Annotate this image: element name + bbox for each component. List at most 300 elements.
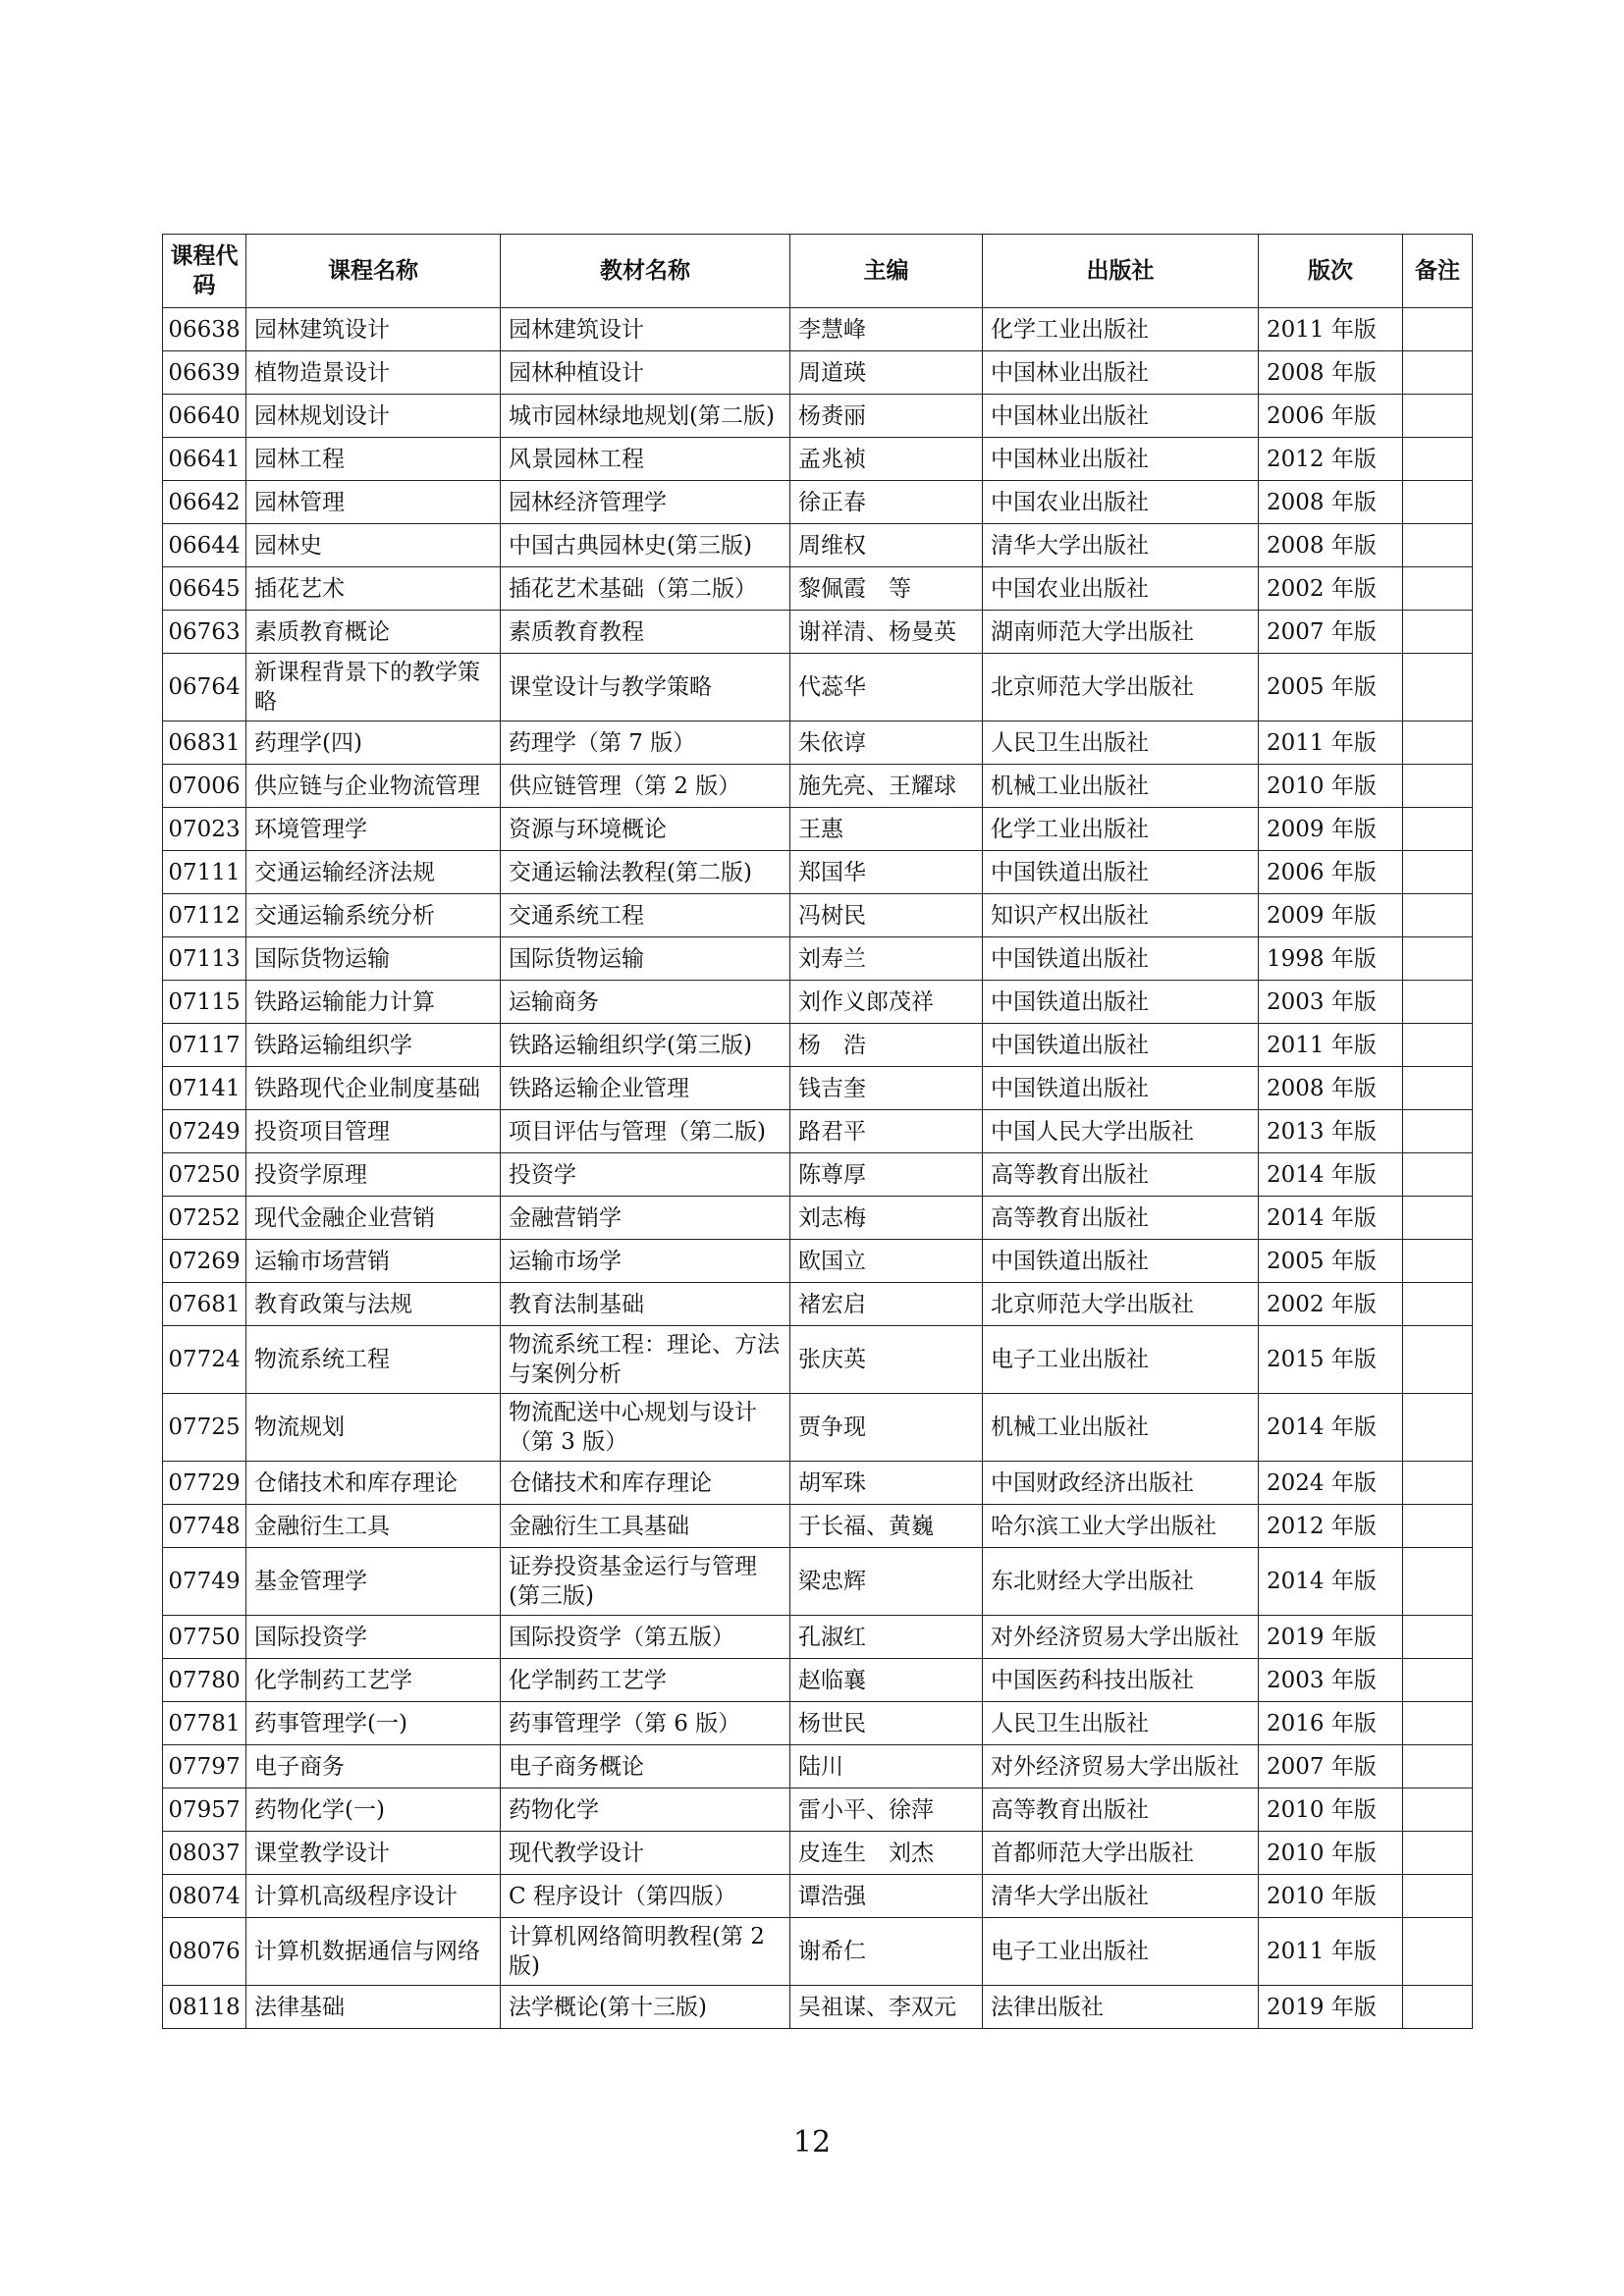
cell-editor: 徐正春: [790, 481, 983, 524]
cell-edition: 2011 年版: [1259, 308, 1403, 351]
cell-editor: 张庆英: [790, 1326, 983, 1394]
cell-edition: 2005 年版: [1259, 654, 1403, 721]
cell-edition: 2019 年版: [1259, 1986, 1403, 2029]
table-row: [163, 611, 1473, 654]
cell-publisher: 中国林业出版社: [983, 395, 1259, 438]
cell-textbook-name: 园林建筑设计: [501, 308, 790, 351]
cell-textbook-name: 国际投资学（第五版）: [501, 1616, 790, 1659]
cell-course-name: 现代金融企业营销: [246, 1197, 501, 1240]
table-row: [163, 1197, 1473, 1240]
table-row: [163, 351, 1473, 395]
cell-publisher: 化学工业出版社: [983, 808, 1259, 851]
cell-editor: 孟兆祯: [790, 438, 983, 481]
cell-editor: 杨 浩: [790, 1024, 983, 1067]
cell-textbook-name: 证券投资基金运行与管理(第三版): [501, 1548, 790, 1616]
cell-course-name: 金融衍生工具: [246, 1505, 501, 1548]
cell-course-name: 园林建筑设计: [246, 308, 501, 351]
cell-course-code: 07749: [163, 1548, 246, 1616]
cell-textbook-name: 运输商务: [501, 981, 790, 1024]
cell-publisher: 对外经济贸易大学出版社: [983, 1745, 1259, 1789]
cell-textbook-name: 园林种植设计: [501, 351, 790, 395]
cell-remarks: [1403, 1067, 1473, 1110]
cell-course-name: 物流规划: [246, 1394, 501, 1462]
cell-editor: 钱吉奎: [790, 1067, 983, 1110]
cell-textbook-name: 运输市场学: [501, 1240, 790, 1283]
table-row: [163, 1789, 1473, 1832]
cell-textbook-name: 电子商务概论: [501, 1745, 790, 1789]
cell-edition: 2008 年版: [1259, 524, 1403, 567]
cell-publisher: 机械工业出版社: [983, 1394, 1259, 1462]
cell-editor: 孔淑红: [790, 1616, 983, 1659]
cell-publisher: 湖南师范大学出版社: [983, 611, 1259, 654]
table-row: [163, 1875, 1473, 1918]
table-row: [163, 765, 1473, 808]
cell-publisher: 中国林业出版社: [983, 438, 1259, 481]
cell-remarks: [1403, 351, 1473, 395]
cell-edition: 2011 年版: [1259, 1024, 1403, 1067]
cell-editor: 杨赉丽: [790, 395, 983, 438]
cell-course-name: 教育政策与法规: [246, 1283, 501, 1326]
cell-course-name: 供应链与企业物流管理: [246, 765, 501, 808]
cell-textbook-name: 物流系统工程：理论、方法与案例分析: [501, 1326, 790, 1394]
cell-textbook-name: 化学制药工艺学: [501, 1659, 790, 1702]
cell-remarks: [1403, 1875, 1473, 1918]
cell-course-name: 电子商务: [246, 1745, 501, 1789]
cell-course-code: 07729: [163, 1462, 246, 1505]
cell-textbook-name: 插花艺术基础（第二版）: [501, 567, 790, 611]
cell-textbook-name: 现代教学设计: [501, 1832, 790, 1875]
cell-course-code: 07252: [163, 1197, 246, 1240]
cell-remarks: [1403, 1394, 1473, 1462]
cell-remarks: [1403, 308, 1473, 351]
cell-edition: 2006 年版: [1259, 851, 1403, 894]
cell-edition: 2014 年版: [1259, 1153, 1403, 1197]
cell-textbook-name: 法学概论(第十三版): [501, 1986, 790, 2029]
table-row: [163, 567, 1473, 611]
textbook-table: [162, 234, 1473, 2029]
cell-textbook-name: 资源与环境概论: [501, 808, 790, 851]
table-row: [163, 851, 1473, 894]
cell-textbook-name: 计算机网络简明教程(第 2 版): [501, 1918, 790, 1986]
cell-course-code: 06644: [163, 524, 246, 567]
cell-editor: 周道瑛: [790, 351, 983, 395]
cell-publisher: 高等教育出版社: [983, 1789, 1259, 1832]
cell-editor: 谢希仁: [790, 1918, 983, 1986]
cell-remarks: [1403, 851, 1473, 894]
cell-remarks: [1403, 438, 1473, 481]
cell-edition: 2012 年版: [1259, 1505, 1403, 1548]
table-row: [163, 481, 1473, 524]
cell-editor: 吴祖谋、李双元: [790, 1986, 983, 2029]
cell-course-code: 06645: [163, 567, 246, 611]
cell-remarks: [1403, 481, 1473, 524]
cell-remarks: [1403, 654, 1473, 721]
table-body: [163, 308, 1473, 2029]
cell-remarks: [1403, 1197, 1473, 1240]
cell-publisher: 对外经济贸易大学出版社: [983, 1616, 1259, 1659]
cell-remarks: [1403, 981, 1473, 1024]
table-row: [163, 1986, 1473, 2029]
cell-publisher: 清华大学出版社: [983, 1875, 1259, 1918]
cell-course-name: 投资学原理: [246, 1153, 501, 1197]
cell-editor: 王惠: [790, 808, 983, 851]
cell-edition: 2003 年版: [1259, 981, 1403, 1024]
cell-publisher: 中国农业出版社: [983, 567, 1259, 611]
table-row: [163, 1462, 1473, 1505]
cell-textbook-name: 城市园林绿地规划(第二版): [501, 395, 790, 438]
cell-course-code: 08076: [163, 1918, 246, 1986]
cell-textbook-name: 教育法制基础: [501, 1283, 790, 1326]
cell-course-code: 08118: [163, 1986, 246, 2029]
cell-editor: 雷小平、徐萍: [790, 1789, 983, 1832]
cell-course-code: 06639: [163, 351, 246, 395]
cell-course-name: 园林史: [246, 524, 501, 567]
cell-edition: 2008 年版: [1259, 481, 1403, 524]
cell-publisher: 中国林业出版社: [983, 351, 1259, 395]
cell-textbook-name: 药物化学: [501, 1789, 790, 1832]
cell-editor: 刘寿兰: [790, 937, 983, 981]
cell-editor: 刘志梅: [790, 1197, 983, 1240]
cell-remarks: [1403, 1745, 1473, 1789]
cell-editor: 施先亮、王耀球: [790, 765, 983, 808]
table-row: [163, 981, 1473, 1024]
cell-edition: 2024 年版: [1259, 1462, 1403, 1505]
cell-course-code: 07117: [163, 1024, 246, 1067]
cell-textbook-name: 交通系统工程: [501, 894, 790, 937]
cell-edition: 2009 年版: [1259, 894, 1403, 937]
cell-editor: 朱依谆: [790, 721, 983, 765]
table-row: [163, 438, 1473, 481]
cell-edition: 2009 年版: [1259, 808, 1403, 851]
cell-edition: 2010 年版: [1259, 1832, 1403, 1875]
cell-textbook-name: 国际货物运输: [501, 937, 790, 981]
cell-remarks: [1403, 1702, 1473, 1745]
cell-edition: 2014 年版: [1259, 1394, 1403, 1462]
cell-course-code: 07797: [163, 1745, 246, 1789]
table-row: [163, 1702, 1473, 1745]
cell-publisher: 中国铁道出版社: [983, 1240, 1259, 1283]
cell-course-name: 新课程背景下的教学策略: [246, 654, 501, 721]
cell-course-name: 环境管理学: [246, 808, 501, 851]
cell-course-code: 06640: [163, 395, 246, 438]
cell-editor: 谢祥清、杨曼英: [790, 611, 983, 654]
cell-course-code: 07681: [163, 1283, 246, 1326]
cell-course-name: 法律基础: [246, 1986, 501, 2029]
cell-publisher: 北京师范大学出版社: [983, 1283, 1259, 1326]
cell-course-name: 铁路现代企业制度基础: [246, 1067, 501, 1110]
cell-editor: 郑国华: [790, 851, 983, 894]
cell-remarks: [1403, 1505, 1473, 1548]
cell-course-name: 课堂教学设计: [246, 1832, 501, 1875]
cell-course-name: 药事管理学(一): [246, 1702, 501, 1745]
table-row: [163, 1110, 1473, 1153]
cell-remarks: [1403, 1832, 1473, 1875]
cell-publisher: 中国铁道出版社: [983, 851, 1259, 894]
cell-course-code: 06642: [163, 481, 246, 524]
cell-textbook-name: 铁路运输企业管理: [501, 1067, 790, 1110]
cell-editor: 李慧峰: [790, 308, 983, 351]
cell-remarks: [1403, 765, 1473, 808]
cell-course-name: 园林工程: [246, 438, 501, 481]
cell-remarks: [1403, 1326, 1473, 1394]
cell-course-name: 铁路运输组织学: [246, 1024, 501, 1067]
header-editor: 主编: [790, 235, 983, 308]
cell-course-code: 07781: [163, 1702, 246, 1745]
cell-remarks: [1403, 808, 1473, 851]
cell-course-code: 06641: [163, 438, 246, 481]
cell-edition: 2014 年版: [1259, 1197, 1403, 1240]
cell-editor: 皮连生 刘杰: [790, 1832, 983, 1875]
cell-textbook-name: 金融营销学: [501, 1197, 790, 1240]
cell-course-name: 插花艺术: [246, 567, 501, 611]
cell-edition: 2010 年版: [1259, 1875, 1403, 1918]
cell-course-name: 运输市场营销: [246, 1240, 501, 1283]
cell-remarks: [1403, 1616, 1473, 1659]
cell-publisher: 中国铁道出版社: [983, 1024, 1259, 1067]
table-row: [163, 1832, 1473, 1875]
cell-edition: 2016 年版: [1259, 1702, 1403, 1745]
cell-editor: 路君平: [790, 1110, 983, 1153]
table-row: [163, 1918, 1473, 1986]
cell-remarks: [1403, 1024, 1473, 1067]
cell-course-name: 交通运输系统分析: [246, 894, 501, 937]
cell-course-code: 07006: [163, 765, 246, 808]
cell-course-name: 园林管理: [246, 481, 501, 524]
table-row: [163, 894, 1473, 937]
header-course-code: 课程代码: [163, 235, 246, 308]
cell-publisher: 电子工业出版社: [983, 1918, 1259, 1986]
cell-publisher: 中国铁道出版社: [983, 981, 1259, 1024]
cell-edition: 2010 年版: [1259, 765, 1403, 808]
table-row: [163, 1240, 1473, 1283]
cell-edition: 2005 年版: [1259, 1240, 1403, 1283]
table-row: [163, 937, 1473, 981]
cell-editor: 陈尊厚: [790, 1153, 983, 1197]
cell-remarks: [1403, 894, 1473, 937]
cell-edition: 2002 年版: [1259, 1283, 1403, 1326]
cell-course-code: 07725: [163, 1394, 246, 1462]
cell-course-name: 基金管理学: [246, 1548, 501, 1616]
cell-editor: 黎佩霞 等: [790, 567, 983, 611]
cell-textbook-name: 中国古典园林史(第三版): [501, 524, 790, 567]
cell-course-name: 铁路运输能力计算: [246, 981, 501, 1024]
cell-edition: 2012 年版: [1259, 438, 1403, 481]
cell-textbook-name: 交通运输法教程(第二版): [501, 851, 790, 894]
cell-publisher: 东北财经大学出版社: [983, 1548, 1259, 1616]
cell-edition: 2010 年版: [1259, 1789, 1403, 1832]
cell-editor: 代蕊华: [790, 654, 983, 721]
cell-course-code: 07115: [163, 981, 246, 1024]
table-row: [163, 1659, 1473, 1702]
cell-remarks: [1403, 1918, 1473, 1986]
cell-remarks: [1403, 1153, 1473, 1197]
cell-publisher: 机械工业出版社: [983, 765, 1259, 808]
table-row: [163, 808, 1473, 851]
cell-textbook-name: 课堂设计与教学策略: [501, 654, 790, 721]
cell-editor: 褚宏启: [790, 1283, 983, 1326]
cell-remarks: [1403, 1240, 1473, 1283]
cell-course-code: 07023: [163, 808, 246, 851]
cell-publisher: 法律出版社: [983, 1986, 1259, 2029]
cell-course-code: 07724: [163, 1326, 246, 1394]
table-row: [163, 1067, 1473, 1110]
cell-publisher: 电子工业出版社: [983, 1326, 1259, 1394]
cell-course-code: 07269: [163, 1240, 246, 1283]
cell-textbook-name: C 程序设计（第四版）: [501, 1875, 790, 1918]
cell-edition: 2015 年版: [1259, 1326, 1403, 1394]
header-remarks: 备注: [1403, 235, 1473, 308]
cell-course-code: 08037: [163, 1832, 246, 1875]
cell-edition: 2003 年版: [1259, 1659, 1403, 1702]
cell-publisher: 人民卫生出版社: [983, 1702, 1259, 1745]
cell-edition: 2008 年版: [1259, 1067, 1403, 1110]
table-row: [163, 1548, 1473, 1616]
cell-course-name: 药理学(四): [246, 721, 501, 765]
cell-course-code: 06763: [163, 611, 246, 654]
cell-course-name: 国际货物运输: [246, 937, 501, 981]
cell-course-name: 计算机数据通信与网络: [246, 1918, 501, 1986]
cell-edition: 2008 年版: [1259, 351, 1403, 395]
cell-course-name: 植物造景设计: [246, 351, 501, 395]
cell-edition: 2013 年版: [1259, 1110, 1403, 1153]
cell-editor: 贾争现: [790, 1394, 983, 1462]
cell-course-name: 仓储技术和库存理论: [246, 1462, 501, 1505]
cell-publisher: 首都师范大学出版社: [983, 1832, 1259, 1875]
page-number: 12: [792, 2125, 832, 2160]
cell-remarks: [1403, 1986, 1473, 2029]
cell-textbook-name: 素质教育教程: [501, 611, 790, 654]
cell-textbook-name: 风景园林工程: [501, 438, 790, 481]
cell-course-code: 07112: [163, 894, 246, 937]
cell-editor: 赵临襄: [790, 1659, 983, 1702]
cell-publisher: 清华大学出版社: [983, 524, 1259, 567]
table-row: [163, 1024, 1473, 1067]
cell-course-name: 药物化学(一): [246, 1789, 501, 1832]
table-row: [163, 1326, 1473, 1394]
cell-textbook-name: 金融衍生工具基础: [501, 1505, 790, 1548]
cell-course-code: 07111: [163, 851, 246, 894]
table-row: [163, 1283, 1473, 1326]
cell-publisher: 哈尔滨工业大学出版社: [983, 1505, 1259, 1548]
cell-editor: 冯树民: [790, 894, 983, 937]
cell-textbook-name: 供应链管理（第 2 版）: [501, 765, 790, 808]
header-edition: 版次: [1259, 235, 1403, 308]
cell-editor: 胡军珠: [790, 1462, 983, 1505]
cell-course-code: 07113: [163, 937, 246, 981]
cell-editor: 陆川: [790, 1745, 983, 1789]
cell-remarks: [1403, 1283, 1473, 1326]
cell-course-name: 投资项目管理: [246, 1110, 501, 1153]
cell-remarks: [1403, 524, 1473, 567]
header-publisher: 出版社: [983, 235, 1259, 308]
cell-course-name: 交通运输经济法规: [246, 851, 501, 894]
cell-textbook-name: 园林经济管理学: [501, 481, 790, 524]
cell-course-name: 国际投资学: [246, 1616, 501, 1659]
cell-publisher: 中国铁道出版社: [983, 937, 1259, 981]
cell-publisher: 化学工业出版社: [983, 308, 1259, 351]
cell-course-code: 07780: [163, 1659, 246, 1702]
cell-course-code: 07750: [163, 1616, 246, 1659]
cell-course-code: 06638: [163, 308, 246, 351]
cell-publisher: 中国财政经济出版社: [983, 1462, 1259, 1505]
cell-edition: 2006 年版: [1259, 395, 1403, 438]
table-row: [163, 395, 1473, 438]
cell-publisher: 知识产权出版社: [983, 894, 1259, 937]
cell-edition: 2007 年版: [1259, 1745, 1403, 1789]
header-course-name: 课程名称: [246, 235, 501, 308]
cell-course-code: 07141: [163, 1067, 246, 1110]
cell-publisher: 人民卫生出版社: [983, 721, 1259, 765]
cell-publisher: 高等教育出版社: [983, 1197, 1259, 1240]
cell-publisher: 中国人民大学出版社: [983, 1110, 1259, 1153]
cell-textbook-name: 铁路运输组织学(第三版): [501, 1024, 790, 1067]
cell-edition: 2007 年版: [1259, 611, 1403, 654]
cell-editor: 刘作义郎茂祥: [790, 981, 983, 1024]
table-row: [163, 1745, 1473, 1789]
cell-remarks: [1403, 395, 1473, 438]
cell-editor: 杨世民: [790, 1702, 983, 1745]
cell-textbook-name: 药事管理学（第 6 版）: [501, 1702, 790, 1745]
cell-publisher: 北京师范大学出版社: [983, 654, 1259, 721]
cell-remarks: [1403, 1659, 1473, 1702]
cell-remarks: [1403, 721, 1473, 765]
cell-editor: 谭浩强: [790, 1875, 983, 1918]
cell-edition: 2014 年版: [1259, 1548, 1403, 1616]
cell-course-name: 素质教育概论: [246, 611, 501, 654]
table-row: [163, 654, 1473, 721]
cell-remarks: [1403, 1110, 1473, 1153]
cell-course-code: 07250: [163, 1153, 246, 1197]
cell-course-code: 07748: [163, 1505, 246, 1548]
table-row: [163, 524, 1473, 567]
cell-course-name: 计算机高级程序设计: [246, 1875, 501, 1918]
cell-remarks: [1403, 611, 1473, 654]
cell-publisher: 中国农业出版社: [983, 481, 1259, 524]
cell-textbook-name: 项目评估与管理（第二版): [501, 1110, 790, 1153]
cell-remarks: [1403, 1462, 1473, 1505]
cell-edition: 2019 年版: [1259, 1616, 1403, 1659]
table-row: [163, 308, 1473, 351]
cell-textbook-name: 药理学（第 7 版）: [501, 721, 790, 765]
cell-edition: 2011 年版: [1259, 1918, 1403, 1986]
cell-editor: 梁忠辉: [790, 1548, 983, 1616]
table-row: [163, 1616, 1473, 1659]
cell-textbook-name: 物流配送中心规划与设计（第 3 版）: [501, 1394, 790, 1462]
table-row: [163, 721, 1473, 765]
cell-course-code: 07249: [163, 1110, 246, 1153]
cell-publisher: 中国医药科技出版社: [983, 1659, 1259, 1702]
cell-course-name: 化学制药工艺学: [246, 1659, 501, 1702]
cell-edition: 2011 年版: [1259, 721, 1403, 765]
cell-publisher: 中国铁道出版社: [983, 1067, 1259, 1110]
cell-edition: 1998 年版: [1259, 937, 1403, 981]
cell-course-code: 08074: [163, 1875, 246, 1918]
cell-editor: 于长福、黄巍: [790, 1505, 983, 1548]
cell-remarks: [1403, 567, 1473, 611]
cell-editor: 周维权: [790, 524, 983, 567]
cell-remarks: [1403, 937, 1473, 981]
table-row: [163, 1153, 1473, 1197]
cell-course-name: 园林规划设计: [246, 395, 501, 438]
cell-publisher: 高等教育出版社: [983, 1153, 1259, 1197]
header-textbook-name: 教材名称: [501, 235, 790, 308]
cell-course-name: 物流系统工程: [246, 1326, 501, 1394]
cell-edition: 2002 年版: [1259, 567, 1403, 611]
cell-remarks: [1403, 1548, 1473, 1616]
table-header-row: [163, 235, 1473, 308]
cell-textbook-name: 仓储技术和库存理论: [501, 1462, 790, 1505]
table-row: [163, 1505, 1473, 1548]
